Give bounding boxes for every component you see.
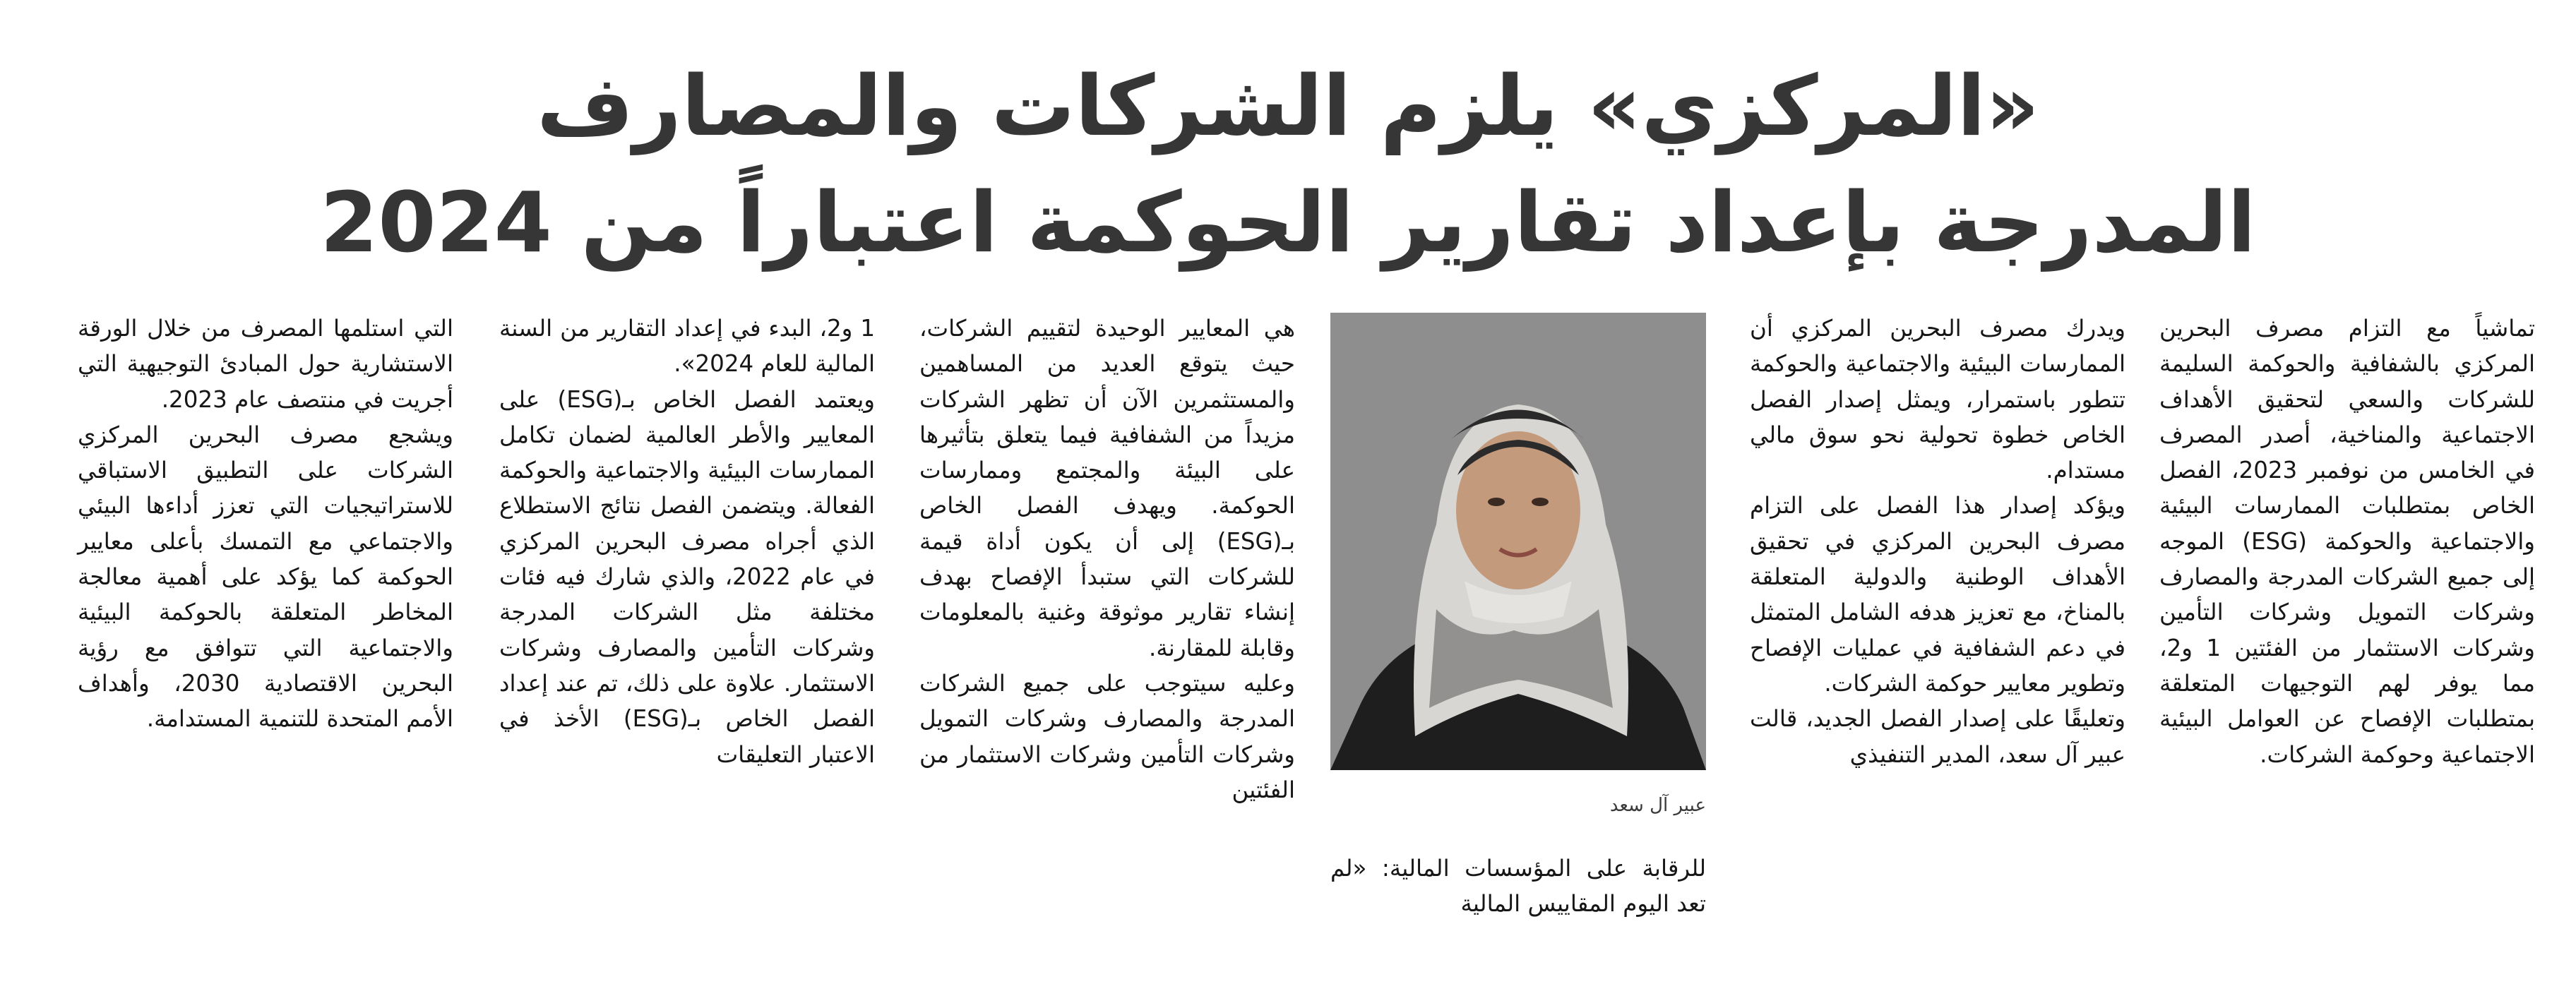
paragraph: هي المعايير الوحيدة لتقييم الشركات، حيث يتوقع العديد من المساهمين والمستثمرين الآن أن تظهر الشركات مزيداً من الشفافية فيما يتعلق بتأثيرها على البيئة والمجتمع وممارسات الحوكمة. ويهدف الفصل الخاص بـ(ESG) إلى أن يكون أداة قيمة للشركات التي ستبدأ الإفصاح بهدف إنشاء تقارير موثوقة وغنية بالمعلومات وقابلة للمقارنة.	[919, 315, 1295, 661]
article-column-5	[499, 311, 875, 772]
portrait-photo	[1330, 313, 1706, 770]
paragraph: 1 و2، البدء في إعداد التقارير من السنة المالية للعام 2024».	[499, 315, 875, 378]
article-column-3-bottom	[1330, 851, 1706, 922]
paragraph: ويؤكد إصدار هذا الفصل على التزام مصرف البحرين المركزي في تحقيق الأهداف الوطنية والدولية المتعلقة بالمناخ، مع تعزيز هدفه الشامل المتمثل في دعم الشفافية في عمليات الإفصاح وتطوير معايير حوكمة الشركات.	[1750, 492, 2125, 697]
paragraph: ويشجع مصرف البحرين المركزي الشركات على التطبيق الاستباقي للاستراتيجيات التي تعزز أداءها البيئي والاجتماعي مع التمسك بأعلى معايير الحوكمة كما يؤكد على أهمية معالجة المخاطر المتعلقة بالحوكمة البيئية والاجتماعية التي تتوافق مع رؤية البحرين الاقتصادية 2030، وأهداف الأمم المتحدة للتنمية المستدامة.	[78, 421, 453, 733]
paragraph: للرقابة على المؤسسات المالية: «لم تعد اليوم المقاييس المالية	[1330, 855, 1706, 918]
photo-caption: عبير آل سعد	[1609, 795, 1706, 816]
paragraph: تماشياً مع التزام مصرف البحرين المركزي بالشفافية والحوكمة السليمة للشركات والسعي لتحقيق الأهداف الاجتماعية والمناخية، أصدر المصرف في الخامس من نوفمبر 2023، الفصل الخاص بمتطلبات الممارسات البيئية والاجتماعية والحوكمة (ESG) الموجه إلى جميع الشركات المدرجة والمصارف وشركات التمويل وشركات التأمين وشركات الاستثمار من الفئتين 1 و2، مما يوفر لهم التوجيهات المتعلقة بمتطلبات الإفصاح عن العوامل البيئية الاجتماعية وحوكمة الشركات.	[2159, 315, 2535, 768]
headline-line-1: «المركزي» يلزم الشركات والمصارف	[536, 57, 2040, 155]
paragraph: ويعتمد الفصل الخاص بـ(ESG) على المعايير والأطر العالمية لضمان تكامل الممارسات البيئية والاجتماعية والحوكمة الفعالة. ويتضمن الفصل نتائج الاستطلاع الذي أجراه مصرف البحرين المركزي في عام 2022، والذي شارك فيه فئات مختلفة مثل الشركات المدرجة وشركات التأمين والمصارف وشركات الاستثمار. علاوة على ذلك، تم عند إعداد الفصل الخاص بـ(ESG) الأخذ في الاعتبار التعليقات	[499, 385, 876, 768]
portrait-illustration	[1330, 313, 1706, 770]
article-column-6	[78, 311, 453, 737]
paragraph: وعليه سيتوجب على جميع الشركات المدرجة والمصارف وشركات التمويل وشركات التأمين وشركات الاستثمار من الفئتين	[919, 669, 1295, 803]
article-column-2	[1750, 311, 2125, 772]
article-column-4	[919, 311, 1295, 808]
headline-line-2: المدرجة بإعداد تقارير الحوكمة اعتباراً من 2024	[320, 174, 2256, 271]
paragraph: وتعليقًا على إصدار الفصل الجديد، قالت عبير آل سعد، المدير التنفيذي	[1750, 705, 2125, 768]
paragraph: التي استلمها المصرف من خلال الورقة الاستشارية حول المبادئ التوجيهية التي أجريت في منتصف عام 2023.	[78, 315, 453, 413]
article-column-1	[2159, 311, 2535, 772]
paragraph: ويدرك مصرف البحرين المركزي أن الممارسات البيئية والاجتماعية والحوكمة تتطور باستمرار، ويمثل إصدار الفصل الخاص خطوة تحولية نحو سوق مالي مستدام.	[1750, 315, 2125, 484]
